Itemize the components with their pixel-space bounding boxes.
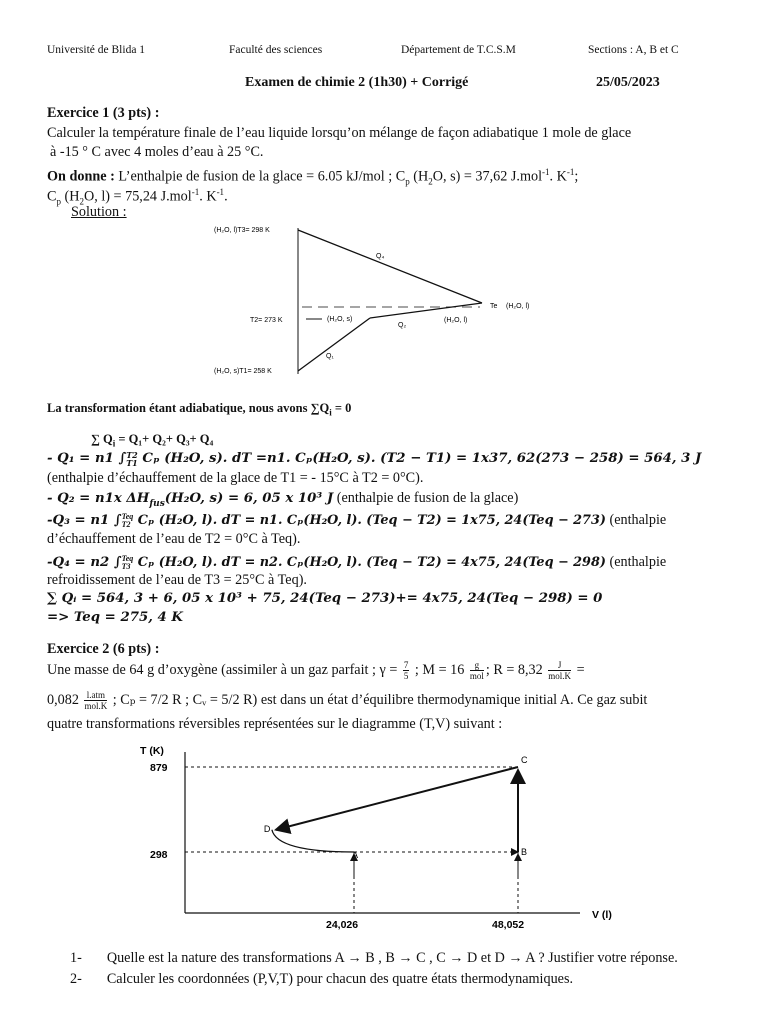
header-sections: Sections : A, B et C bbox=[588, 44, 679, 56]
question-text: Calculer les coordonnées (P,V,T) pour chacun des quatre états thermodynamiques. bbox=[106, 971, 574, 987]
ex2-text: Une masse de 64 g d’oxygène (assimiler à un gaz parfait ; γ = bbox=[47, 661, 401, 678]
q1-equation bbox=[47, 450, 701, 468]
diagram-q2-line bbox=[370, 303, 482, 318]
frac-num: g bbox=[470, 660, 484, 671]
question-1 bbox=[70, 949, 678, 967]
ex2-text: ; M = 16 bbox=[411, 661, 468, 678]
sup: -1 bbox=[216, 187, 225, 197]
sub: p bbox=[405, 176, 410, 187]
sub: i bbox=[112, 438, 116, 449]
given-text: ; bbox=[574, 168, 579, 185]
q4-note: (enthalpie bbox=[605, 554, 667, 570]
given-text: C bbox=[47, 188, 57, 205]
given-text: O, l) = 75,24 J.mol bbox=[84, 188, 192, 205]
sum-text: = Q₁+ Q₂+ Q₃+ Q₄ bbox=[115, 432, 214, 446]
sub: fus bbox=[149, 498, 165, 509]
eq-text: - Q₂ = n1x ΔH bbox=[47, 491, 150, 506]
eq-text: Cₚ (H₂O, l). dT = n1. Cₚ(H₂O, l). (Teq − T2) = 1x75, 24(Teq − 273) bbox=[133, 513, 606, 528]
q3-note: (enthalpie bbox=[605, 512, 667, 528]
q2-equation bbox=[47, 489, 518, 513]
frac-num: J bbox=[548, 660, 571, 671]
header-department: Département de T.C.S.M bbox=[401, 44, 516, 56]
ex2-text: 0,082 bbox=[47, 691, 83, 708]
given-text: (H bbox=[60, 188, 80, 205]
frac-den: mol.K bbox=[84, 701, 108, 711]
ex2-line-2 bbox=[47, 690, 647, 711]
integral-limits bbox=[122, 555, 134, 571]
label-t1: (H₂O, s)T1= 258 K bbox=[214, 368, 272, 375]
sum-text: ∑ Q bbox=[91, 432, 113, 446]
label-t3: (H₂O, l)T3= 298 K bbox=[214, 227, 270, 234]
lim-dn: T3 bbox=[121, 561, 131, 571]
ex2-text: ; Cₚ = 7/2 R ; Cᵥ = 5/2 R) est dans un état d’équilibre thermodynamique initial A. Ce gaz subit bbox=[109, 691, 648, 708]
frac-den: 5 bbox=[403, 671, 409, 681]
header-faculty: Faculté des sciences bbox=[229, 44, 323, 56]
question-text: Quelle est la nature des transformations A → B , B → C , C → D et D → A ? Justifier votre réponse. bbox=[106, 950, 678, 966]
m-fraction bbox=[470, 660, 484, 681]
sup: -1 bbox=[542, 167, 550, 177]
sub: i bbox=[329, 407, 332, 418]
header-university: Université de Blida 1 bbox=[47, 44, 146, 56]
lim-up: Teq bbox=[121, 553, 134, 563]
lim-dn: T1 bbox=[126, 457, 138, 468]
lim-up: Teq bbox=[121, 511, 134, 521]
frac-den: mol bbox=[469, 671, 484, 681]
question-number: 1- bbox=[70, 950, 82, 966]
tick-24026: 24,026 bbox=[326, 919, 359, 930]
label-te: Te bbox=[490, 303, 498, 310]
tick-879: 879 bbox=[150, 762, 168, 774]
label-h2ol: (H₂O, l) bbox=[444, 317, 468, 324]
label-q1: Q₁ bbox=[326, 353, 334, 360]
given-text: (H bbox=[409, 168, 429, 185]
given-text: L’enthalpie de fusion de la glace = 6.05 kJ/mol ; C bbox=[114, 168, 406, 185]
ex2-title: Exercice 2 (6 pts) : bbox=[47, 641, 160, 657]
eq-text: -Q₃ = n1 ∫ bbox=[47, 513, 122, 528]
enthalpy-diagram bbox=[210, 218, 550, 384]
sub: p bbox=[56, 196, 61, 207]
ex1-statement-1: Calculer la température finale de l’eau liquide lorsqu’on mélange de façon adiabatique 1 mole de glace bbox=[47, 125, 632, 141]
frac-den: mol.K bbox=[548, 671, 572, 681]
tick-298: 298 bbox=[150, 849, 168, 861]
exam-title: Examen de chimie 2 (1h30) + Corrigé bbox=[245, 75, 469, 90]
lim-dn: T2 bbox=[121, 519, 131, 529]
v-axis-label: V (l) bbox=[592, 909, 612, 921]
label-q4: Q₄ bbox=[376, 253, 385, 260]
point-label-b: B bbox=[521, 847, 528, 857]
ex2-text: ; R = 8,32 bbox=[485, 661, 547, 678]
tv-diagram bbox=[130, 740, 630, 930]
tick-48052: 48,052 bbox=[492, 919, 525, 930]
question-2 bbox=[70, 970, 573, 988]
integral-limits bbox=[122, 513, 134, 529]
integral-limits bbox=[126, 451, 138, 467]
adiabatic-line bbox=[47, 399, 351, 422]
diagram-q4-line bbox=[298, 230, 482, 303]
question-number: 2- bbox=[70, 971, 82, 987]
eq-text: Cₚ (H₂O, l). dT = n2. Cₚ(H₂O, l). (Teq − T2) = 4x75, 24(Teq − 298) bbox=[133, 555, 606, 570]
eq-text: -Q₄ = n2 ∫ bbox=[47, 555, 122, 570]
point-label-c: C bbox=[521, 755, 528, 765]
ex1-result: => Teq = 275, 4 K bbox=[47, 610, 183, 625]
sub: 2 bbox=[79, 196, 84, 207]
sub: 2 bbox=[428, 176, 433, 187]
r2-fraction bbox=[84, 690, 107, 711]
diagram-q1-line bbox=[298, 318, 370, 371]
ex2-line-3: quatre transformations réversibles représentées sur le diagramme (T,V) suivant : bbox=[47, 716, 503, 732]
t-axis-label: T (K) bbox=[140, 745, 164, 757]
sum-equation: ∑ Qᵢ = 564, 3 + 6, 05 x 10³ + 75, 24(Teq − 273)+= 4x75, 24(Teq − 298) = 0 bbox=[47, 591, 603, 606]
given-text: . bbox=[224, 188, 228, 205]
r-fraction bbox=[548, 660, 571, 681]
transform-c-d bbox=[276, 767, 518, 830]
label-t2: T2= 273 K bbox=[250, 317, 283, 324]
adiabatic-text: La transformation étant adiabatique, nous avons ∑Q bbox=[47, 401, 330, 415]
q3-equation bbox=[47, 511, 666, 530]
point-label-d: D bbox=[263, 823, 271, 834]
eq-text: Cₚ (H₂O, s). dT =n1. Cₚ(H₂O, s). (T2 − T1) = 1x37, 62(273 − 258) = 564, 3 J bbox=[137, 451, 702, 466]
eq-text: - Q₁ = n1 ∫ bbox=[47, 451, 127, 466]
ex1-title: Exercice 1 (3 pts) : bbox=[47, 105, 160, 121]
frac-num: l.atm bbox=[84, 690, 107, 701]
adiabatic-text: = 0 bbox=[331, 401, 352, 415]
given-text: . K bbox=[199, 188, 217, 205]
solution-label: Solution : bbox=[71, 204, 127, 220]
q4-note-2: refroidissement de l’eau de T3 = 25°C à Teq). bbox=[47, 572, 307, 588]
label-h2os: (H₂O, s) bbox=[327, 316, 353, 323]
given-label: On donne : bbox=[47, 168, 115, 185]
gamma-fraction bbox=[403, 660, 410, 681]
transform-d-a bbox=[272, 830, 354, 852]
given-text: . K bbox=[549, 168, 567, 185]
ex2-text: = bbox=[573, 661, 585, 678]
sup: -1 bbox=[191, 187, 200, 197]
q1-note: (enthalpie d’échauffement de la glace de T1 = - 15°C à T2 = 0°C). bbox=[47, 470, 424, 486]
point-label-a: A bbox=[352, 850, 359, 860]
ex2-line-1 bbox=[47, 660, 585, 681]
given-text: O, s) = 37,62 J.mol bbox=[432, 168, 543, 185]
ex1-statement-2: à -15 ° C avec 4 moles d’eau à 25 °C. bbox=[50, 144, 264, 160]
sup: -1 bbox=[566, 167, 575, 177]
label-q2: Q₂ bbox=[398, 322, 407, 329]
q2-note: (enthalpie de fusion de la glace) bbox=[333, 490, 519, 506]
lim-up: T2 bbox=[126, 449, 138, 460]
label-te-phase: (H₂O, l) bbox=[506, 303, 530, 310]
q4-equation bbox=[47, 553, 666, 572]
eq-text: (H₂O, s) = 6, 05 x 10³ J bbox=[164, 491, 334, 506]
exam-date: 25/05/2023 bbox=[596, 75, 660, 90]
frac-num: 7 bbox=[403, 660, 409, 670]
q3-note-2: d’échauffement de l’eau de T2 = 0°C à Teq). bbox=[47, 531, 301, 547]
